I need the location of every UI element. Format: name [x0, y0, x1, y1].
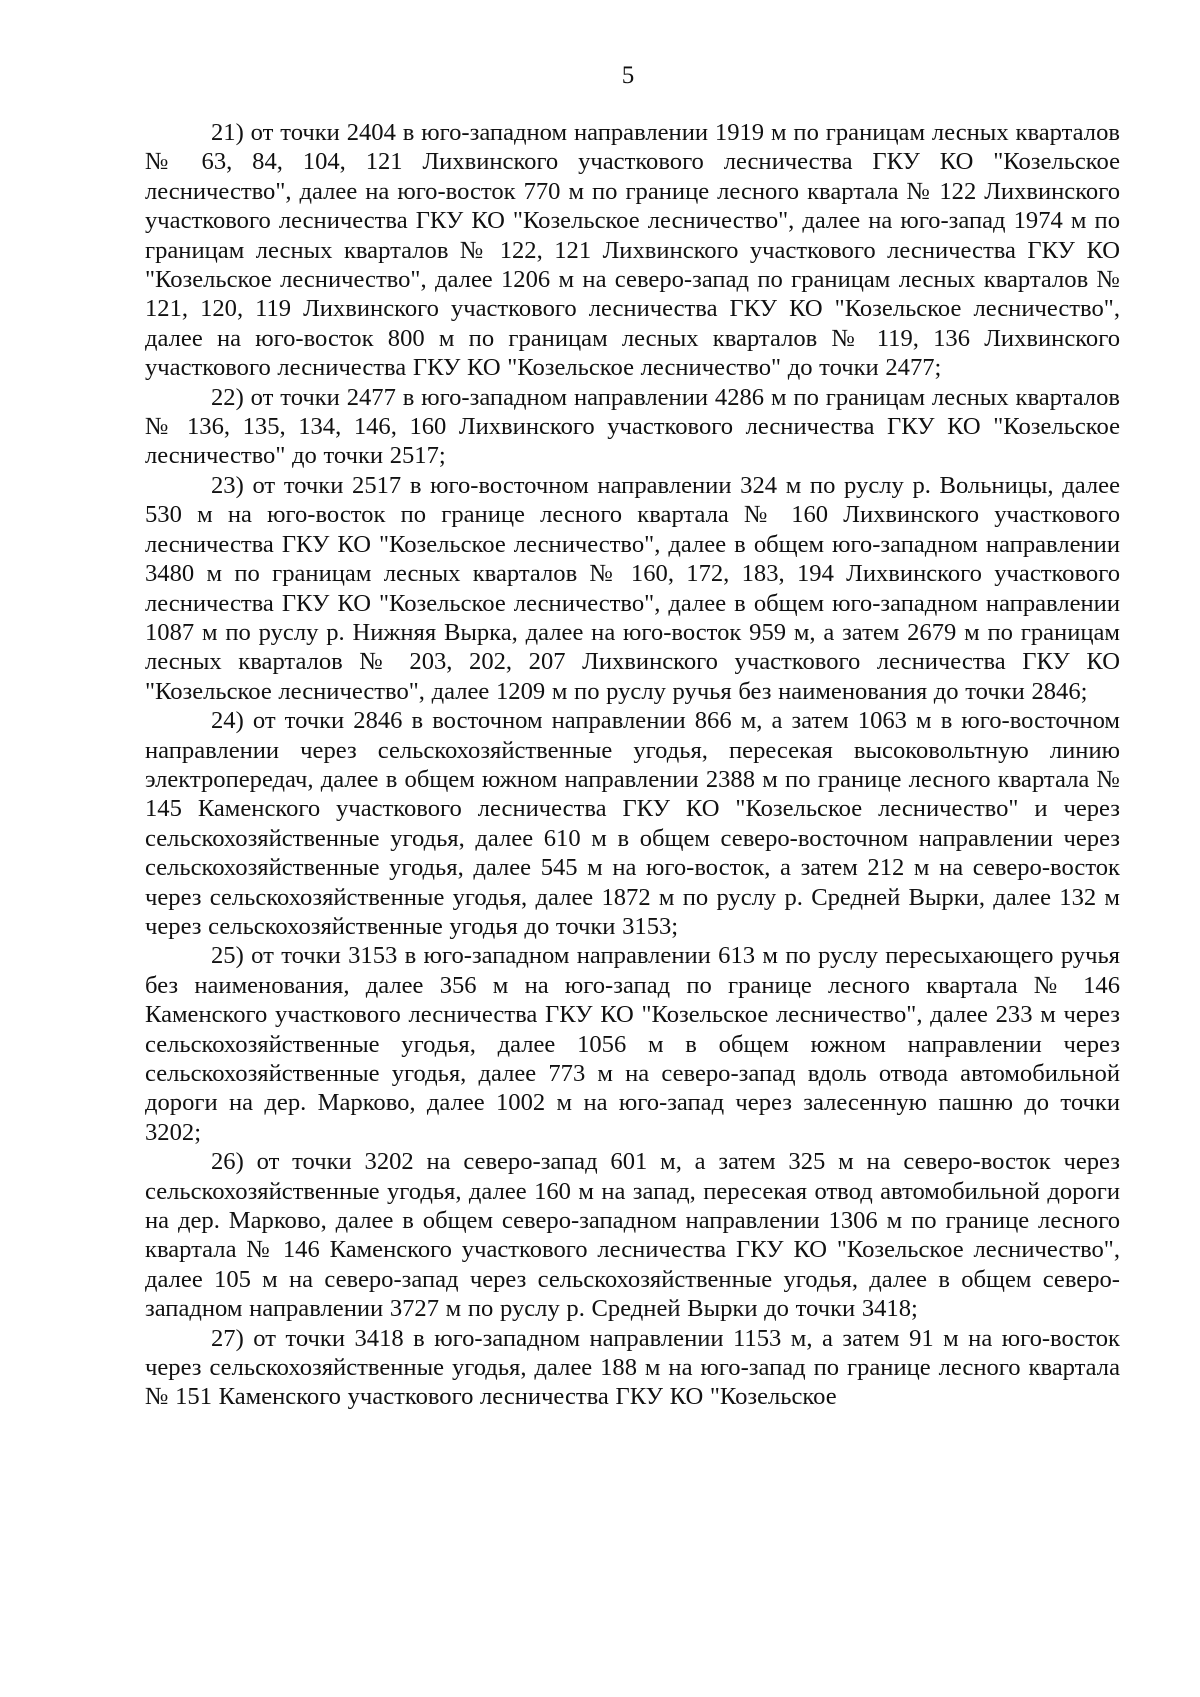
- paragraph-26: 26) от точки 3202 на северо-запад 601 м, а затем 325 м на северо-восток через сельскохозяйственные угодья, далее 160 м на запад, пересекая отвод автомобильной дороги на дер. Марково, далее в общем северо-западном направлении 1306 м по границе лесного квартала № 146 Каменского участкового лесничества ГКУ КО "Козельское лесничество", далее 105 м на северо-запад через сельскохозяйственные угодья, далее в общем северо-западном направлении 3727 м по руслу р. Средней Вырки до точки 3418;: [145, 1148, 1120, 1323]
- paragraph-25: 25) от точки 3153 в юго-западном направлении 613 м по руслу пересыхающего ручья без наименования, далее 356 м на юго-запад по границе лесного квартала № 146 Каменского участкового лесничества ГКУ КО "Козельское лесничество", далее 233 м через сельскохозяйственные угодья, далее 1056 м в общем южном направлении через сельскохозяйственные угодья, далее 773 м на северо-запад вдоль отвода автомобильной дороги на дер. Марково, далее 1002 м на юго-запад через залесенную пашню до точки 3202;: [145, 942, 1120, 1146]
- paragraph-24: 24) от точки 2846 в восточном направлении 866 м, а затем 1063 м в юго-восточном направлении через сельскохозяйственные угодья, пересекая высоковольтную линию электропередач, далее в общем южном направлении 2388 м по границе лесного квартала № 145 Каменского участкового лесничества ГКУ КО "Козельское лесничество" и через сельскохозяйственные угодья, далее 610 м в общем северо-восточном направлении через сельскохозяйственные угодья, далее 545 м на юго-восток, а затем 212 м на северо-восток через сельскохозяйственные угодья, далее 1872 м по руслу р. Средней Вырки, далее 132 м через сельскохозяйственные угодья до точки 3153;: [145, 707, 1120, 940]
- paragraph-23: 23) от точки 2517 в юго-восточном направлении 324 м по руслу р. Вольницы, далее 530 м на юго-восток по границе лесного квартала № 160 Лихвинского участкового лесничества ГКУ КО "Козельское лесничество", далее в общем юго-западном направлении 3480 м по границам лесных кварталов № 160, 172, 183, 194 Лихвинского участкового лесничества ГКУ КО "Козельское лесничество", далее в общем юго-западном направлении 1087 м по руслу р. Нижняя Вырка, далее на юго-восток 959 м, а затем 2679 м по границам лесных кварталов № 203, 202, 207 Лихвинского участкового лесничества ГКУ КО "Козельское лесничество", далее 1209 м по руслу ручья без наименования до точки 2846;: [145, 471, 1120, 705]
- paragraph-27: 27) от точки 3418 в юго-западном направлении 1153 м, а затем 91 м на юго-восток через сельскохозяйственные угодья, далее 188 м на юго-запад по границе лесного квартала № 151 Каменского участкового лесничества ГКУ КО "Козельское: [145, 1324, 1120, 1411]
- document-body: [145, 118, 1120, 1412]
- page-number: 5: [621, 62, 635, 89]
- paragraph-21: 21) от точки 2404 в юго-западном направлении 1919 м по границам лесных кварталов № 63, 84, 104, 121 Лихвинского участкового лесничества ГКУ КО "Козельское лесничество", далее на юго-восток 770 м по границе лесного квартала № 122 Лихвинского участкового лесничества ГКУ КО "Козельское лесничество", далее на юго-запад 1974 м по границам лесных кварталов № 122, 121 Лихвинского участкового лесничества ГКУ КО "Козельское лесничество", далее 1206 м на северо-запад по границам лесных кварталов № 121, 120, 119 Лихвинского участкового лесничества ГКУ КО "Козельское лесничество", далее на юго-восток 800 м по границам лесных кварталов № 119, 136 Лихвинского участкового лесничества ГКУ КО "Козельское лесничество" до точки 2477;: [145, 119, 1120, 382]
- paragraph-22: 22) от точки 2477 в юго-западном направлении 4286 м по границам лесных кварталов № 136, 135, 134, 146, 160 Лихвинского участкового лесничества ГКУ КО "Козельское лесничество" до точки 2517;: [145, 383, 1120, 470]
